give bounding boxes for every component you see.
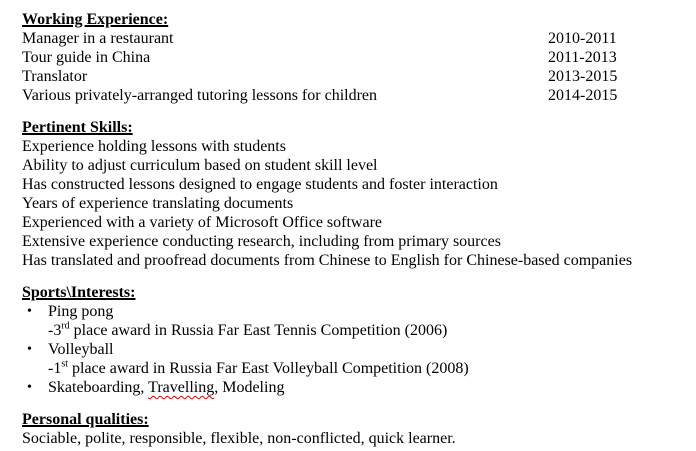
working-experience-heading: Working Experience: (22, 11, 169, 28)
job-title: Manager in a restaurant (22, 30, 174, 47)
job-title: Tour guide in China (22, 49, 151, 66)
skill-item: Has constructed lessons designed to engage students and foster interaction (22, 176, 498, 193)
list-item (22, 378, 696, 397)
experience-row (22, 29, 696, 48)
skill-item: Has translated and proofread documents from Chinese to English for Chinese-based companies (22, 252, 633, 269)
job-dates: 2013-2015 (548, 68, 618, 85)
ordinal-superscript: rd (61, 320, 70, 332)
job-dates: 2010-2011 (548, 30, 617, 47)
award-text: place award in Russia Far East Tennis Competition (2006) (69, 322, 448, 339)
award-text: place award in Russia Far East Volleyball Competition (2008) (68, 360, 469, 377)
award-text: -1 (48, 360, 62, 377)
skill-item: Years of experience translating documents (22, 195, 294, 212)
skill-item: Experience holding lessons with students (22, 138, 286, 155)
interests-text: , Modeling (214, 379, 285, 396)
sport-label: Ping pong (48, 303, 114, 320)
sports-interests-heading: Sports\Interests: (22, 284, 136, 301)
experience-row (22, 86, 696, 105)
award-line (48, 321, 696, 340)
job-title: Translator (22, 68, 88, 85)
sport-label: Volleyball (48, 341, 114, 358)
experience-row (22, 67, 696, 86)
award-text: -3 (48, 322, 62, 339)
interests-text: Skateboarding, (48, 379, 149, 396)
bullet-icon: • (27, 380, 32, 395)
spellcheck-flagged-word: Travelling (148, 379, 215, 396)
ordinal-superscript: st (61, 358, 68, 370)
list-item (22, 340, 696, 359)
section-pertinent-skills (22, 118, 696, 270)
interests-label (48, 378, 284, 397)
job-title: Various privately-arranged tutoring lessons for children (22, 87, 378, 104)
personal-qualities-heading: Personal qualities: (22, 411, 149, 428)
skill-item: Experienced with a variety of Microsoft Office software (22, 214, 383, 231)
skill-item: Extensive experience conducting research, including from primary sources (22, 233, 501, 250)
section-working-experience (22, 10, 696, 105)
skill-item: Ability to adjust curriculum based on student skill level (22, 157, 378, 174)
award-line (48, 359, 696, 378)
qualities-text: Sociable, polite, responsible, flexible, non-conflicted, quick learner. (22, 430, 456, 447)
experience-row (22, 48, 696, 67)
pertinent-skills-heading: Pertinent Skills: (22, 119, 133, 136)
list-item (22, 302, 696, 321)
bullet-icon: • (27, 304, 32, 319)
job-dates: 2011-2013 (548, 49, 617, 66)
job-dates: 2014-2015 (548, 87, 618, 104)
bullet-icon: • (27, 342, 32, 357)
section-sports-interests (22, 283, 696, 397)
section-personal-qualities (22, 410, 696, 448)
